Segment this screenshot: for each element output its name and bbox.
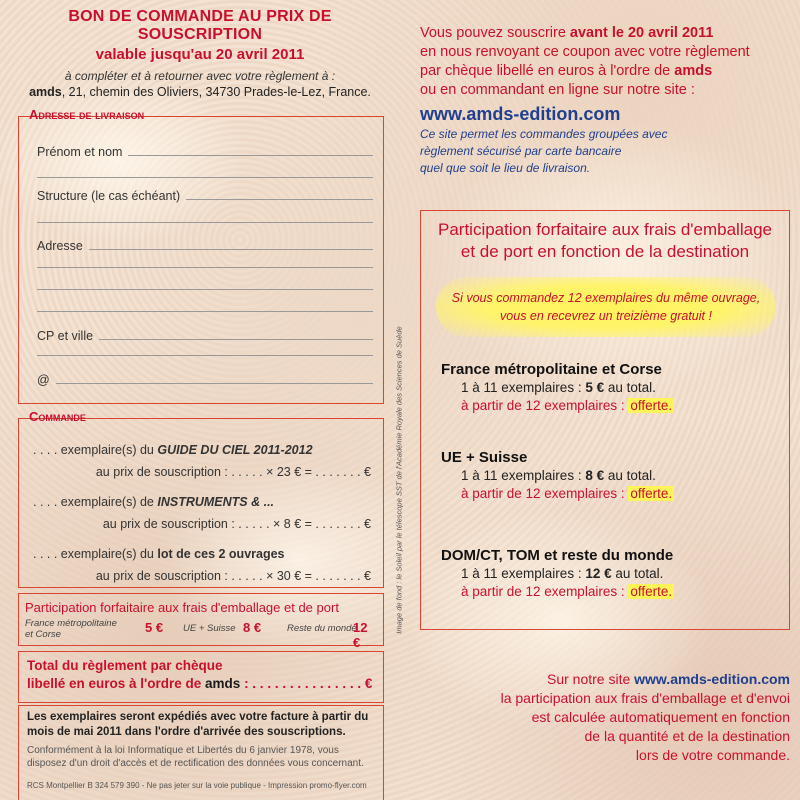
order-item-name: GUIDE DU CIEL 2011-2012 — [157, 443, 313, 457]
destination-line-2 — [461, 486, 674, 501]
website-note-3: quel que soit le lieu de livraison. — [420, 161, 591, 175]
destination-name: France métropolitaine et Corse — [441, 361, 662, 378]
return-address — [14, 85, 386, 99]
online-line-4: de la quantité et de la destination — [584, 728, 790, 744]
order-prefix: . . . . exemplaire(s) du — [33, 443, 158, 457]
shipping-box-title-2: et de port en fonction de la destination — [460, 242, 750, 261]
city-line-2[interactable] — [37, 355, 373, 356]
email-label: @ — [37, 373, 50, 387]
destination-line-1 — [461, 566, 674, 581]
ue-fee: 8 € — [243, 620, 262, 635]
order-prefix: . . . . exemplaire(s) du — [33, 547, 158, 561]
shipping-fee-title: Participation forfaitaire aux frais d'emballage et de port — [25, 600, 339, 615]
total-dots: : . . . . . . . . . . . . . . . € — [240, 676, 373, 691]
website-link[interactable]: www.amds-edition.com — [420, 104, 621, 124]
destination-name: UE + Suisse — [441, 449, 528, 466]
fee-amount: 8 € — [585, 468, 605, 483]
order-item-guide[interactable] — [33, 443, 373, 457]
online-line-3: est calculée automatiquement en fonction — [531, 709, 790, 725]
qty-text: à partir de 12 exemplaires : — [461, 486, 629, 501]
qty-text: à partir de 12 exemplaires : — [461, 398, 629, 413]
address-field[interactable] — [37, 239, 373, 253]
structure-label: Structure (le cas échéant) — [37, 189, 181, 203]
form-title: BON DE COMMANDE AU PRIX DE SOUSCRIPTION — [68, 8, 332, 43]
name-field[interactable] — [37, 145, 373, 159]
order-item-bundle[interactable] — [33, 547, 373, 561]
fee-suffix: au total. — [604, 468, 656, 483]
order-box — [18, 409, 384, 588]
online-line-2: la participation aux frais d'emballage et d'envoi — [500, 690, 790, 706]
email-line[interactable] — [56, 383, 373, 384]
shipping-note: Les exemplaires seront expédiés avec votre facture à partir du mois de mai 2011 dans l'ordre d'arrivée des souscriptions. — [27, 711, 369, 738]
name-line-2[interactable] — [37, 177, 373, 178]
order-item-name: lot de ces 2 ouvrages — [157, 547, 285, 561]
total-brand: amds — [205, 676, 241, 691]
info-panel — [410, 8, 790, 763]
city-line[interactable] — [99, 339, 373, 340]
qty-text: 1 à 11 exemplaires : — [461, 468, 586, 483]
france-label-2: et Corse — [25, 629, 61, 640]
shipping-box-title-1: Participation forfaitaire aux frais d'emballage — [438, 220, 772, 239]
france-fee: 5 € — [145, 620, 164, 635]
destination-line-2 — [461, 398, 674, 413]
fee-amount: 12 € — [585, 566, 612, 581]
legal-note: Conformément à la loi Informatique et Libertés du 6 janvier 1978, vous disposez d'un droit d'accès et de rectification des données vous concernant. — [27, 745, 364, 769]
city-label: CP et ville — [37, 329, 94, 343]
address-label: Adresse — [37, 239, 83, 253]
order-item-name: INSTRUMENTS & ... — [157, 495, 275, 509]
fee-suffix: au total. — [604, 380, 656, 395]
image-credit-text: Image de fond : le Soleil par le télescope SST de l'Académie Royale des Sciences de Suède — [394, 326, 404, 634]
address-line-4[interactable] — [37, 311, 373, 312]
fee-amount: 5 € — [585, 380, 605, 395]
delivery-title: Adresse de livraison — [29, 107, 145, 122]
destination-line-2 — [461, 584, 674, 599]
order-form — [14, 8, 386, 790]
order-price-guide[interactable]: au prix de souscription : . . . . . × 23 € = . . . . . . . € — [95, 465, 371, 479]
ue-label: UE + Suisse — [183, 623, 236, 634]
intro-line-4: ou en commandant en ligne sur notre site : — [420, 82, 695, 98]
structure-field[interactable] — [37, 189, 373, 203]
shipping-fee-box — [18, 593, 384, 650]
world-fee: 12 € — [353, 620, 368, 650]
info-box — [18, 705, 384, 800]
address-line-3[interactable] — [37, 289, 373, 290]
online-line-5: lors de votre commande. — [635, 747, 790, 763]
online-text: Sur notre site — [547, 671, 635, 687]
destination-name: DOM/CT, TOM et reste du monde — [441, 547, 674, 564]
total-box — [18, 651, 384, 703]
free-badge: offerte. — [630, 398, 673, 413]
name-label: Prénom et nom — [37, 145, 123, 159]
destination-france — [441, 361, 674, 413]
promo-highlight — [436, 277, 776, 337]
address-text: , 21, chemin des Oliviers, 34730 Prades-le-Lez, France. — [61, 85, 371, 99]
intro-text: Vous pouvez souscrire — [420, 25, 570, 41]
order-price-instruments[interactable]: au prix de souscription : . . . . . × 8 € = . . . . . . . € — [102, 517, 371, 531]
order-price-bundle[interactable]: au prix de souscription : . . . . . × 30 € = . . . . . . . € — [95, 569, 371, 583]
order-title: Commande — [29, 409, 86, 424]
fee-suffix: au total. — [611, 566, 664, 581]
form-validity: valable jusqu'au 20 avril 2011 — [95, 46, 305, 63]
free-badge: offerte. — [630, 584, 673, 599]
online-line-1 — [410, 670, 790, 689]
total-text: libellé en euros à l'ordre de — [27, 676, 206, 691]
france-label — [25, 618, 117, 640]
image-credit — [392, 326, 406, 634]
online-note — [410, 670, 790, 765]
intro-line-2: en nous renvoyant ce coupon avec votre règlement — [420, 44, 750, 60]
address-line-2[interactable] — [37, 267, 373, 268]
total-line-1: Total du règlement par chèque — [27, 658, 223, 673]
online-website-link[interactable]: www.amds-edition.com — [634, 671, 790, 687]
world-label: Reste du monde — [287, 623, 357, 634]
name-line[interactable] — [128, 155, 373, 156]
rcs-note: RCS Montpellier B 324 579 390 - Ne pas jeter sur la voie publique - Impression promo-flyer.com — [27, 781, 367, 790]
structure-line[interactable] — [186, 199, 373, 200]
intro-deadline: avant le 20 avril 2011 — [569, 25, 714, 41]
city-field[interactable] — [37, 329, 373, 343]
qty-text: à partir de 12 exemplaires : — [461, 584, 629, 599]
order-prefix: . . . . exemplaire(s) de — [33, 495, 158, 509]
address-line[interactable] — [89, 249, 373, 250]
subscribe-intro — [410, 8, 790, 176]
order-item-instruments[interactable] — [33, 495, 373, 509]
form-instruction: à compléter et à retourner avec votre règlement à : — [64, 69, 336, 83]
promo-line-1: Si vous commandez 12 exemplaires du même ouvrage, — [451, 291, 761, 305]
structure-line-2[interactable] — [37, 222, 373, 223]
destination-line-1 — [461, 468, 674, 483]
website-note-2: règlement sécurisé par carte bancaire — [420, 144, 622, 158]
intro-text: par chèque libellé en euros à l'ordre de — [420, 63, 675, 79]
address-brand: amds — [29, 85, 62, 99]
shipping-box — [420, 210, 790, 630]
intro-line-3 — [420, 62, 790, 81]
website-note-1: Ce site permet les commandes groupées avec — [420, 127, 668, 141]
delivery-address-box — [18, 107, 384, 404]
france-label-1: France métropolitaine — [25, 618, 117, 629]
intro-brand: amds — [674, 63, 713, 79]
qty-text: 1 à 11 exemplaires : — [461, 566, 586, 581]
destination-eu — [441, 449, 674, 501]
qty-text: 1 à 11 exemplaires : — [461, 380, 586, 395]
free-badge: offerte. — [630, 486, 673, 501]
intro-line-1 — [420, 24, 790, 43]
destination-line-1 — [461, 380, 674, 395]
promo-line-2: vous en recevrez un treizième gratuit ! — [500, 309, 712, 323]
email-field[interactable] — [37, 373, 373, 387]
total-line-2[interactable] — [27, 676, 372, 691]
destination-world — [441, 547, 674, 599]
